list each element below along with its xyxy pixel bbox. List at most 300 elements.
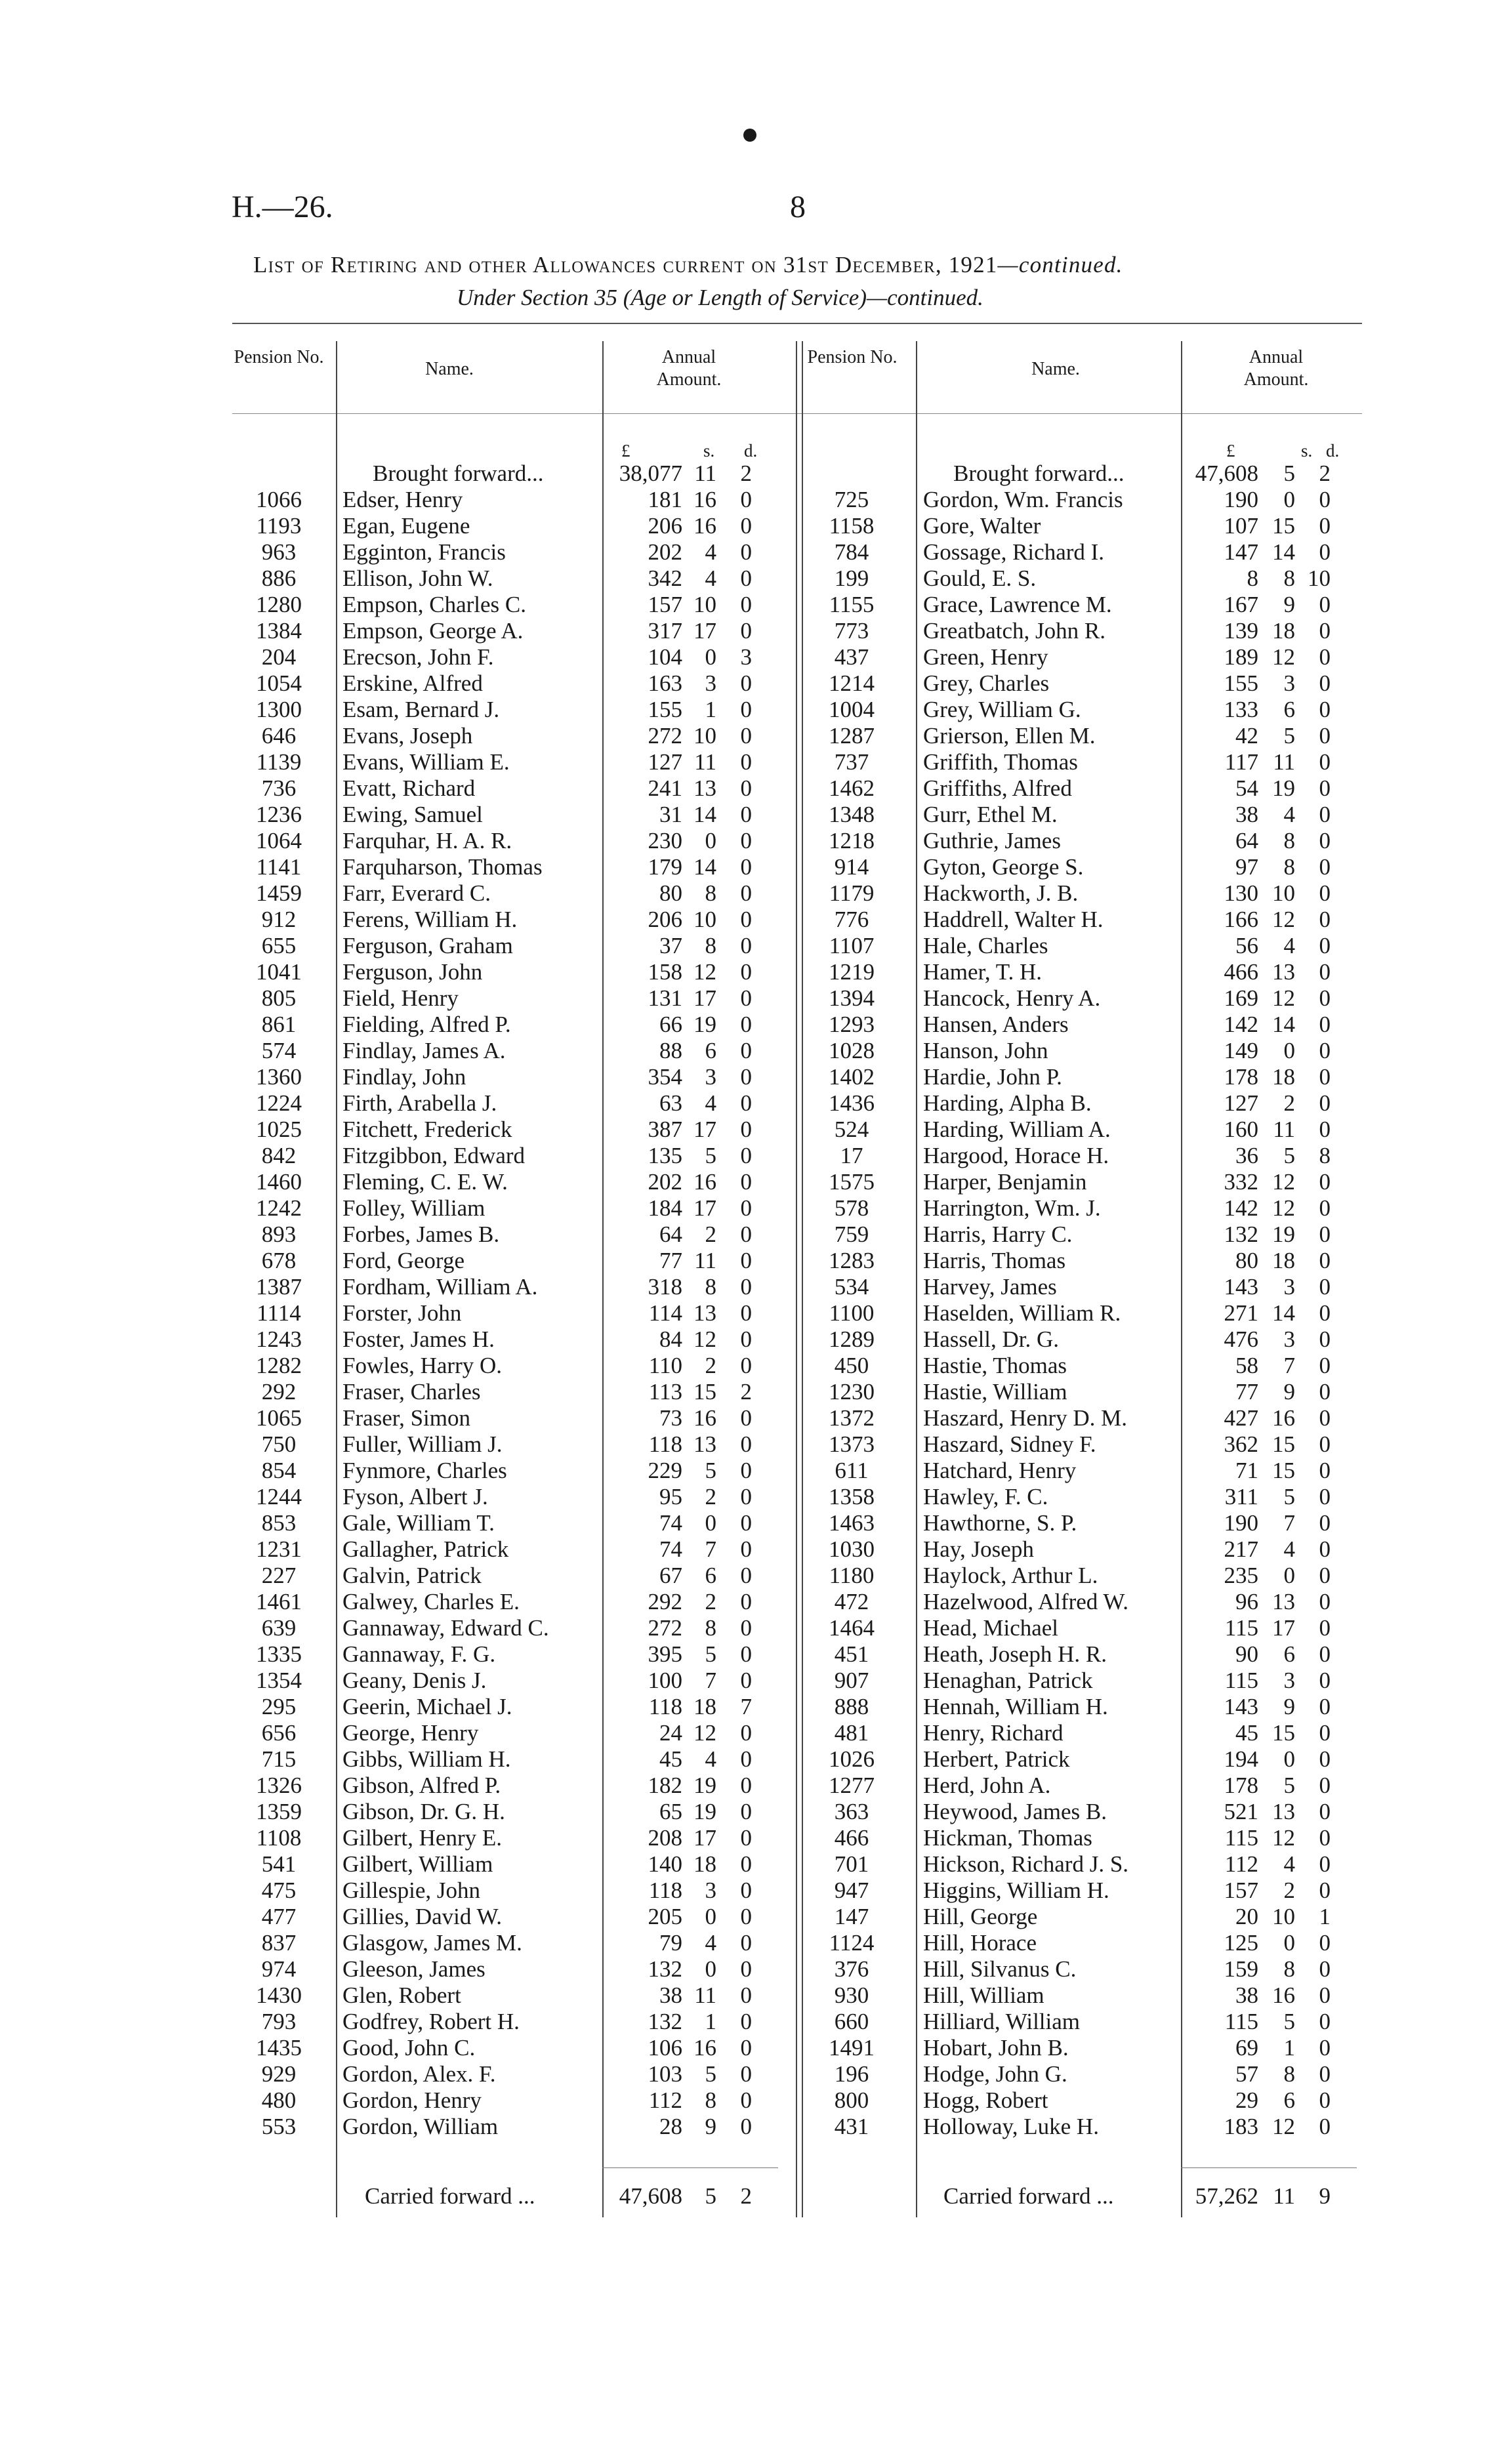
pension-no: 1179 (829, 880, 875, 906)
amount-shillings: 0 (1283, 1746, 1295, 1772)
table-row (796, 1038, 1360, 1064)
pension-no: 701 (834, 1851, 869, 1877)
pensioner-name: Hill, William (923, 1982, 1044, 2008)
table-row (223, 802, 787, 828)
table-row (223, 1117, 787, 1143)
table-row (223, 1169, 787, 1195)
pensioner-name: Greatbatch, John R. (923, 618, 1106, 644)
table-row (223, 1090, 787, 1117)
amount-shillings: 17 (693, 618, 716, 644)
amount-pounds: 64 (659, 1222, 682, 1247)
pension-no: 578 (834, 1195, 869, 1221)
pensioner-name: Forster, John (342, 1300, 462, 1326)
amount-pounds: 155 (1224, 670, 1258, 696)
amount-pence: 0 (1319, 933, 1331, 958)
amount-pence: 0 (1319, 1484, 1331, 1509)
amount-pounds: 64 (1235, 828, 1258, 853)
amount-shillings: 16 (693, 2035, 716, 2061)
pensioner-name: Harding, William A. (923, 1117, 1111, 1142)
amount-pounds: 292 (648, 1589, 682, 1614)
amount-shillings: 1 (1283, 2035, 1295, 2061)
amount-shillings: 12 (1272, 644, 1295, 670)
right-shillings-unit: s. (1301, 441, 1313, 461)
amount-shillings: 13 (1272, 959, 1295, 985)
amount-shillings: 12 (1272, 985, 1295, 1011)
pension-no: 466 (834, 1825, 869, 1851)
amount-pence: 0 (740, 1195, 752, 1221)
table-row (223, 2087, 787, 2114)
left-amount-header: Annual Amount. (656, 347, 722, 390)
amount-shillings: 4 (705, 1090, 716, 1116)
amount-shillings: 8 (1283, 1956, 1295, 1982)
pensioner-name: Gurr, Ethel M. (923, 802, 1058, 827)
table-row (796, 1090, 1360, 1117)
amount-pounds: 230 (648, 828, 682, 853)
amount-shillings: 6 (1283, 1641, 1295, 1667)
pensioner-name: Egan, Eugene (342, 513, 470, 539)
amount-shillings: 7 (705, 1668, 716, 1693)
amount-pounds: 114 (648, 1300, 682, 1326)
pensioner-name: Hansen, Anders (923, 1012, 1069, 1037)
amount-pence: 0 (1319, 1668, 1331, 1693)
amount-pounds: 90 (1235, 1641, 1258, 1667)
amount-pounds: 115 (1224, 1668, 1258, 1693)
amount-pence: 0 (740, 1484, 752, 1509)
pension-no: 1387 (256, 1274, 302, 1300)
pension-no: 1242 (256, 1195, 302, 1221)
amount-pounds: 208 (648, 1825, 682, 1851)
table-row (223, 1431, 787, 1458)
amount-pence: 0 (740, 1326, 752, 1352)
table-row (796, 1169, 1360, 1195)
table-row (223, 1536, 787, 1563)
pension-no: 1384 (256, 618, 302, 644)
amount-pounds: 84 (659, 1326, 682, 1352)
pension-no: 1435 (256, 2035, 302, 2061)
table-row (223, 1878, 787, 1904)
table-row (796, 723, 1360, 749)
amount-pounds: 96 (1235, 1589, 1258, 1614)
amount-pence: 0 (740, 880, 752, 906)
amount-pounds: 42 (1235, 723, 1258, 749)
pension-no: 1243 (256, 1326, 302, 1352)
table-row (796, 1510, 1360, 1536)
amount-pence: 0 (740, 1038, 752, 1063)
amount-pence: 0 (1319, 1720, 1331, 1746)
pensioner-name: Gleeson, James (342, 1956, 486, 1982)
pensioner-name: Evans, Joseph (342, 723, 473, 749)
pensioner-name: Hill, Horace (923, 1930, 1037, 1956)
amount-pounds: 110 (648, 1353, 682, 1378)
pension-no: 477 (261, 1904, 297, 1929)
amount-pence: 0 (1319, 1353, 1331, 1378)
pensioner-name: Gordon, Wm. Francis (923, 487, 1123, 512)
amount-pence: 0 (740, 775, 752, 801)
pension-no: 1066 (256, 487, 302, 512)
table-row (796, 1694, 1360, 1720)
pension-no: 1139 (256, 749, 302, 775)
amount-pence: 0 (740, 2035, 752, 2061)
table-row (223, 1326, 787, 1353)
pension-no: 1394 (829, 985, 875, 1011)
pension-no: 481 (834, 1720, 869, 1746)
table-row (223, 2009, 787, 2035)
amount-pounds: 104 (648, 644, 682, 670)
pensioner-name: Harris, Harry C. (923, 1222, 1073, 1247)
pensioner-name: Gibson, Alfred P. (342, 1773, 501, 1798)
pensioner-name: Fordham, William A. (342, 1274, 538, 1300)
amount-pence: 0 (740, 933, 752, 958)
pensioner-name: Fowles, Harry O. (342, 1353, 503, 1378)
amount-shillings: 17 (1272, 1615, 1295, 1641)
amount-shillings: 6 (705, 1563, 716, 1588)
amount-pounds: 217 (1224, 1536, 1258, 1562)
amount-pounds: 132 (1224, 1222, 1258, 1247)
table-row (796, 670, 1360, 697)
amount-pence: 0 (1319, 1510, 1331, 1536)
amount-pence: 0 (1319, 670, 1331, 696)
amount-pounds: 113 (648, 1379, 682, 1405)
table-row (796, 1143, 1360, 1169)
amount-pence: 0 (1319, 644, 1331, 670)
pensioner-name: Fuller, William J. (342, 1431, 503, 1457)
amount-pounds: 115 (1224, 2009, 1258, 2034)
amount-pence: 0 (1319, 1090, 1331, 1116)
pension-no: 1231 (256, 1536, 302, 1562)
amount-pounds: 127 (1224, 1090, 1258, 1116)
pensioner-name: Griffiths, Alfred (923, 775, 1072, 801)
amount-shillings: 4 (1283, 1536, 1295, 1562)
pensioner-name: Gannaway, F. G. (342, 1641, 496, 1667)
amount-pence: 0 (1319, 1799, 1331, 1824)
pensioner-name: Fraser, Charles (342, 1379, 481, 1405)
report-code: H.—26. (232, 190, 333, 224)
pensioner-name: Folley, William (342, 1195, 486, 1221)
pensioner-name: Ferens, William H. (342, 907, 518, 932)
table-row (223, 1825, 787, 1851)
pension-no: 17 (840, 1143, 863, 1168)
pensioner-name: Farquharson, Thomas (342, 854, 543, 880)
pension-no: 737 (834, 749, 869, 775)
amount-shillings: 0 (705, 1956, 716, 1982)
amount-pence: 0 (740, 1300, 752, 1326)
pensioner-name: Fitchett, Frederick (342, 1117, 512, 1142)
amount-pounds: 272 (648, 723, 682, 749)
pensioner-name: Gibson, Dr. G. H. (342, 1799, 505, 1824)
pensioner-name: Hatchard, Henry (923, 1458, 1077, 1483)
pension-no: 1054 (256, 670, 302, 696)
pension-no: 1107 (829, 933, 875, 958)
table-row (223, 1143, 787, 1169)
amount-pounds: 160 (1224, 1117, 1258, 1142)
amount-shillings: 18 (693, 1851, 716, 1877)
amount-pounds: 332 (1224, 1169, 1258, 1195)
amount-shillings: 0 (705, 1510, 716, 1536)
pensioner-name: Good, John C. (342, 2035, 476, 2061)
pensioner-name: Head, Michael (923, 1615, 1059, 1641)
amount-pence: 0 (1319, 1589, 1331, 1614)
amount-pence: 0 (1319, 1773, 1331, 1798)
pensioner-name: Hill, George (923, 1904, 1038, 1929)
pensioner-name: Erecson, John F. (342, 644, 494, 670)
amount-shillings: 15 (1272, 513, 1295, 539)
pensioner-name: Gordon, Alex. F. (342, 2061, 496, 2087)
amount-shillings: 19 (1272, 775, 1295, 801)
amount-pence: 0 (1319, 513, 1331, 539)
table-row (223, 618, 787, 644)
amount-shillings: 2 (1283, 1090, 1295, 1116)
table-row (796, 1773, 1360, 1799)
amount-pounds: 521 (1224, 1799, 1258, 1824)
amount-shillings: 18 (1272, 1064, 1295, 1090)
pension-no: 1114 (257, 1300, 301, 1326)
amount-pence: 0 (740, 487, 752, 512)
pension-no: 1461 (256, 1589, 302, 1614)
pension-no: 1224 (256, 1090, 302, 1116)
right-carried-forward-label: Carried forward ... (943, 2183, 1114, 2209)
amount-shillings: 7 (1283, 1510, 1295, 1536)
amount-shillings: 19 (693, 1799, 716, 1824)
amount-pounds: 37 (659, 933, 682, 958)
table-row (796, 1668, 1360, 1694)
pensioner-name: Fitzgibbon, Edward (342, 1143, 526, 1168)
amount-pence: 0 (1319, 723, 1331, 749)
amount-pence: 0 (740, 1431, 752, 1457)
amount-shillings: 17 (693, 985, 716, 1011)
pensioner-name: Holloway, Luke H. (923, 2114, 1099, 2139)
pensioner-name: Hargood, Horace H. (923, 1143, 1109, 1168)
amount-shillings: 17 (693, 1195, 716, 1221)
table-row (796, 2114, 1360, 2140)
amount-shillings: 16 (693, 513, 716, 539)
table-row (796, 985, 1360, 1012)
pension-no: 1219 (829, 959, 875, 985)
amount-pounds: 80 (1235, 1248, 1258, 1273)
amount-pounds: 133 (1224, 697, 1258, 722)
table-row (796, 697, 1360, 723)
amount-pounds: 103 (648, 2061, 682, 2087)
amount-pence: 0 (1319, 1536, 1331, 1562)
amount-pence: 0 (1319, 749, 1331, 775)
table-row (796, 1484, 1360, 1510)
pension-no: 1372 (829, 1405, 875, 1431)
amount-shillings: 8 (1283, 828, 1295, 853)
pensioner-name: Hancock, Henry A. (923, 985, 1101, 1011)
table-row (223, 880, 787, 907)
pensioner-name: Foster, James H. (342, 1326, 495, 1352)
table-row (223, 1195, 787, 1222)
table-row (223, 697, 787, 723)
amount-pence: 3 (740, 644, 752, 670)
amount-pounds: 205 (648, 1904, 682, 1929)
amount-pence: 0 (1319, 592, 1331, 617)
pension-no: 1491 (829, 2035, 875, 2061)
amount-pounds: 183 (1224, 2114, 1258, 2139)
pension-no: 759 (834, 1222, 869, 1247)
table-row (223, 1773, 787, 1799)
left-pence-unit: d. (744, 441, 758, 461)
pension-no: 1402 (829, 1064, 875, 1090)
amount-shillings: 8 (705, 880, 716, 906)
amount-pounds: 117 (1224, 749, 1258, 775)
pension-no: 974 (261, 1956, 297, 1982)
pension-no: 725 (834, 487, 869, 512)
amount-shillings: 3 (1283, 1668, 1295, 1693)
table-row (796, 933, 1360, 959)
amount-pounds: 80 (659, 880, 682, 906)
table-row (223, 907, 787, 933)
table-row (223, 539, 787, 565)
pensioner-name: Fynmore, Charles (342, 1458, 507, 1483)
table-row (223, 1064, 787, 1090)
pension-no: 472 (834, 1589, 869, 1614)
amount-shillings: 5 (1283, 1143, 1295, 1168)
amount-pence: 0 (1319, 697, 1331, 722)
amount-pence: 0 (1319, 880, 1331, 906)
pensioner-name: Ferguson, Graham (342, 933, 513, 958)
amount-pence: 0 (740, 592, 752, 617)
pensioner-name: Hickman, Thomas (923, 1825, 1092, 1851)
amount-pence: 0 (740, 1405, 752, 1431)
right-total-rule (1181, 2167, 1357, 2168)
amount-pounds: 106 (648, 2035, 682, 2061)
amount-shillings: 0 (1283, 487, 1295, 512)
table-row (223, 1720, 787, 1746)
pensioner-name: Field, Henry (342, 985, 459, 1011)
amount-pence: 0 (740, 1773, 752, 1798)
amount-pounds: 181 (648, 487, 682, 512)
table-row (796, 1405, 1360, 1431)
amount-pence: 0 (1319, 1300, 1331, 1326)
amount-pence: 0 (740, 828, 752, 853)
pension-no: 1300 (256, 697, 302, 722)
amount-pence: 0 (740, 1668, 752, 1693)
amount-pence: 0 (1319, 1038, 1331, 1063)
pension-no: 1436 (829, 1090, 875, 1116)
pensioner-name: Gale, William T. (342, 1510, 495, 1536)
pension-no: 1358 (829, 1484, 875, 1509)
pension-no: 541 (261, 1851, 297, 1877)
amount-pence: 0 (1319, 1064, 1331, 1090)
amount-shillings: 19 (1272, 1222, 1295, 1247)
table-row (223, 1510, 787, 1536)
pensioner-name: Fraser, Simon (342, 1405, 470, 1431)
amount-pounds: 466 (1224, 959, 1258, 985)
amount-pounds: 74 (659, 1510, 682, 1536)
table-row (223, 1405, 787, 1431)
amount-pence: 0 (1319, 802, 1331, 827)
amount-shillings: 0 (705, 644, 716, 670)
pension-no: 656 (261, 1720, 297, 1746)
pensioner-name: Gilbert, Henry E. (342, 1825, 502, 1851)
pension-no: 1354 (256, 1668, 302, 1693)
amount-pounds: 143 (1224, 1694, 1258, 1719)
amount-pence: 0 (740, 1982, 752, 2008)
pensioner-name: Hilliard, William (923, 2009, 1081, 2034)
pension-no: 655 (261, 933, 297, 958)
amount-shillings: 8 (1283, 565, 1295, 591)
amount-pence: 0 (740, 1222, 752, 1247)
pension-no: 1459 (256, 880, 302, 906)
amount-pence: 0 (1319, 1117, 1331, 1142)
table-row (796, 1720, 1360, 1746)
amount-pounds: 36 (1235, 1143, 1258, 1168)
amount-pounds: 107 (1224, 513, 1258, 539)
amount-pence: 0 (1319, 1878, 1331, 1903)
amount-pence: 0 (1319, 1326, 1331, 1352)
amount-shillings: 3 (1283, 1326, 1295, 1352)
pension-no: 1293 (829, 1012, 875, 1037)
pension-no: 963 (261, 539, 297, 565)
pensioner-name: Evans, William E. (342, 749, 510, 775)
pensioner-name: George, Henry (342, 1720, 479, 1746)
amount-pence: 0 (1319, 775, 1331, 801)
table-row (796, 1117, 1360, 1143)
pensioner-name: Firth, Arabella J. (342, 1090, 497, 1116)
amount-pence: 0 (1319, 1248, 1331, 1273)
amount-pounds: 241 (648, 775, 682, 801)
pension-no: 431 (834, 2114, 869, 2139)
amount-shillings: 13 (1272, 1799, 1295, 1824)
amount-shillings: 3 (1283, 1274, 1295, 1300)
amount-shillings: 2 (705, 1353, 716, 1378)
amount-pence: 0 (1319, 1930, 1331, 1956)
amount-pounds: 57 (1235, 2061, 1258, 2087)
pension-no: 295 (261, 1694, 297, 1719)
pensioner-name: Forbes, James B. (342, 1222, 500, 1247)
amount-shillings: 0 (705, 1904, 716, 1929)
amount-pence: 0 (740, 1353, 752, 1378)
amount-pounds: 24 (659, 1720, 682, 1746)
amount-pounds: 178 (1224, 1773, 1258, 1798)
amount-pence: 0 (1319, 618, 1331, 644)
amount-shillings: 5 (705, 1641, 716, 1667)
pensioner-name: Grey, William G. (923, 697, 1081, 722)
amount-shillings: 11 (694, 1248, 716, 1273)
table-row (796, 1353, 1360, 1379)
table-row (223, 959, 787, 985)
amount-pounds: 28 (659, 2114, 682, 2139)
table-row (223, 1956, 787, 1982)
amount-shillings: 3 (1283, 670, 1295, 696)
table-row (223, 1746, 787, 1773)
pension-no: 773 (834, 618, 869, 644)
pensioner-name: Gordon, Henry (342, 2087, 482, 2113)
amount-shillings: 1 (705, 697, 716, 722)
table-row (223, 933, 787, 959)
pension-no: 1230 (829, 1379, 875, 1405)
amount-pence: 0 (1319, 1379, 1331, 1405)
amount-pence: 0 (740, 539, 752, 565)
table-row (223, 1484, 787, 1510)
amount-pence: 0 (740, 1510, 752, 1536)
pension-no: 1280 (256, 592, 302, 617)
table-row (223, 1274, 787, 1300)
amount-shillings: 8 (705, 2087, 716, 2113)
table-row (223, 985, 787, 1012)
amount-pounds: 132 (648, 1956, 682, 1982)
pensioner-name: Gould, E. S. (923, 565, 1037, 591)
amount-pence: 0 (1319, 1563, 1331, 1588)
pensioner-name: Egginton, Francis (342, 539, 506, 565)
pension-no: 1464 (829, 1615, 875, 1641)
pensioner-name: Findlay, James A. (342, 1038, 506, 1063)
table-row (796, 1222, 1360, 1248)
pensioner-name: Grey, Charles (923, 670, 1050, 696)
pensioner-name: Hackworth, J. B. (923, 880, 1079, 906)
amount-shillings: 17 (693, 1825, 716, 1851)
amount-pence: 0 (740, 959, 752, 985)
